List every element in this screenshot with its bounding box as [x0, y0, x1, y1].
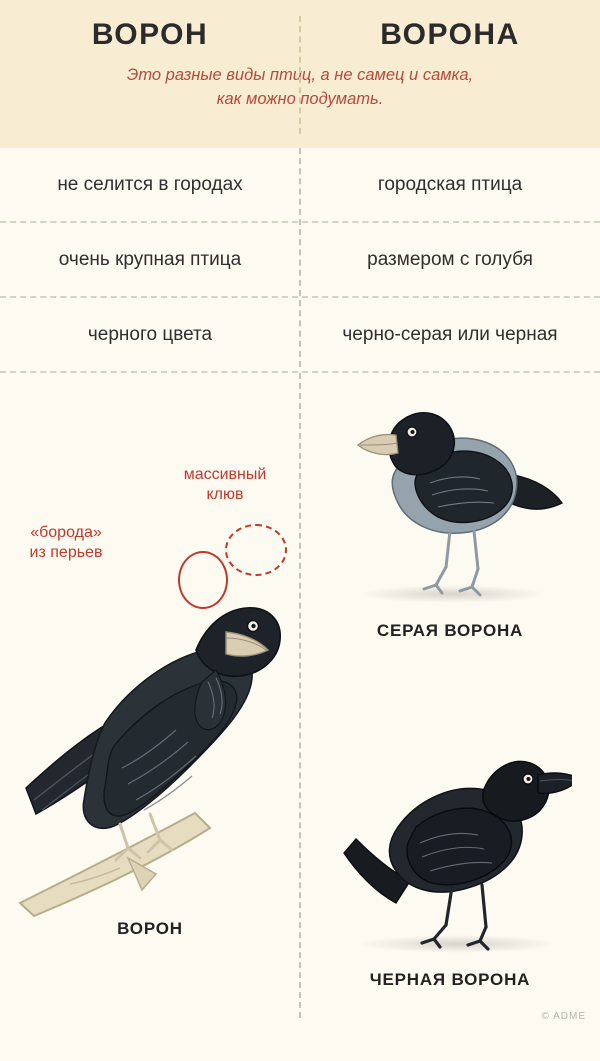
table-cell-right: городская птица — [377, 173, 523, 195]
table-cell-right: размером с голубя — [367, 248, 533, 270]
table-cell-right: черно-серая или черная — [342, 323, 558, 345]
header — [0, 0, 600, 148]
annotation-beak-line1: массивный — [183, 466, 267, 483]
hooded-crow-illustration — [338, 383, 568, 608]
annotation-beard — [6, 523, 126, 563]
header-title-left: ВОРОН — [91, 18, 209, 51]
comparison-table — [0, 148, 600, 373]
annotation-beak-line2: клюв — [206, 486, 244, 503]
raven-panel — [0, 373, 300, 1032]
annotation-beak-circle — [225, 524, 287, 576]
annotation-beak — [160, 465, 290, 505]
caption-raven: ВОРОН — [117, 919, 183, 938]
annotation-beard-line2: из перьев — [29, 544, 103, 561]
watermark: © ADME — [541, 1011, 586, 1022]
carrion-crow-illustration — [332, 731, 572, 956]
header-divider — [299, 16, 301, 134]
rows-divider — [299, 148, 301, 367]
header-subtitle-line2: как можно подумать. — [216, 89, 384, 108]
caption-carrion-crow: ЧЕРНАЯ ВОРОНА — [369, 970, 531, 989]
annotation-beard-line1: «борода» — [30, 524, 102, 541]
table-cell-left: черного цвета — [87, 323, 213, 345]
header-subtitle-line1: Это разные виды птиц, а не самец и самка, — [126, 66, 474, 84]
caption-hooded-crow: СЕРАЯ ВОРОНА — [376, 621, 524, 640]
header-title-right: ВОРОНА — [380, 18, 520, 51]
crows-panel — [300, 373, 600, 1032]
raven-illustration — [10, 518, 295, 918]
illustration-area — [0, 373, 600, 1032]
annotation-beard-circle — [178, 551, 228, 609]
table-cell-left: очень крупная птица — [58, 248, 242, 270]
table-cell-left: не селится в городах — [57, 173, 243, 195]
